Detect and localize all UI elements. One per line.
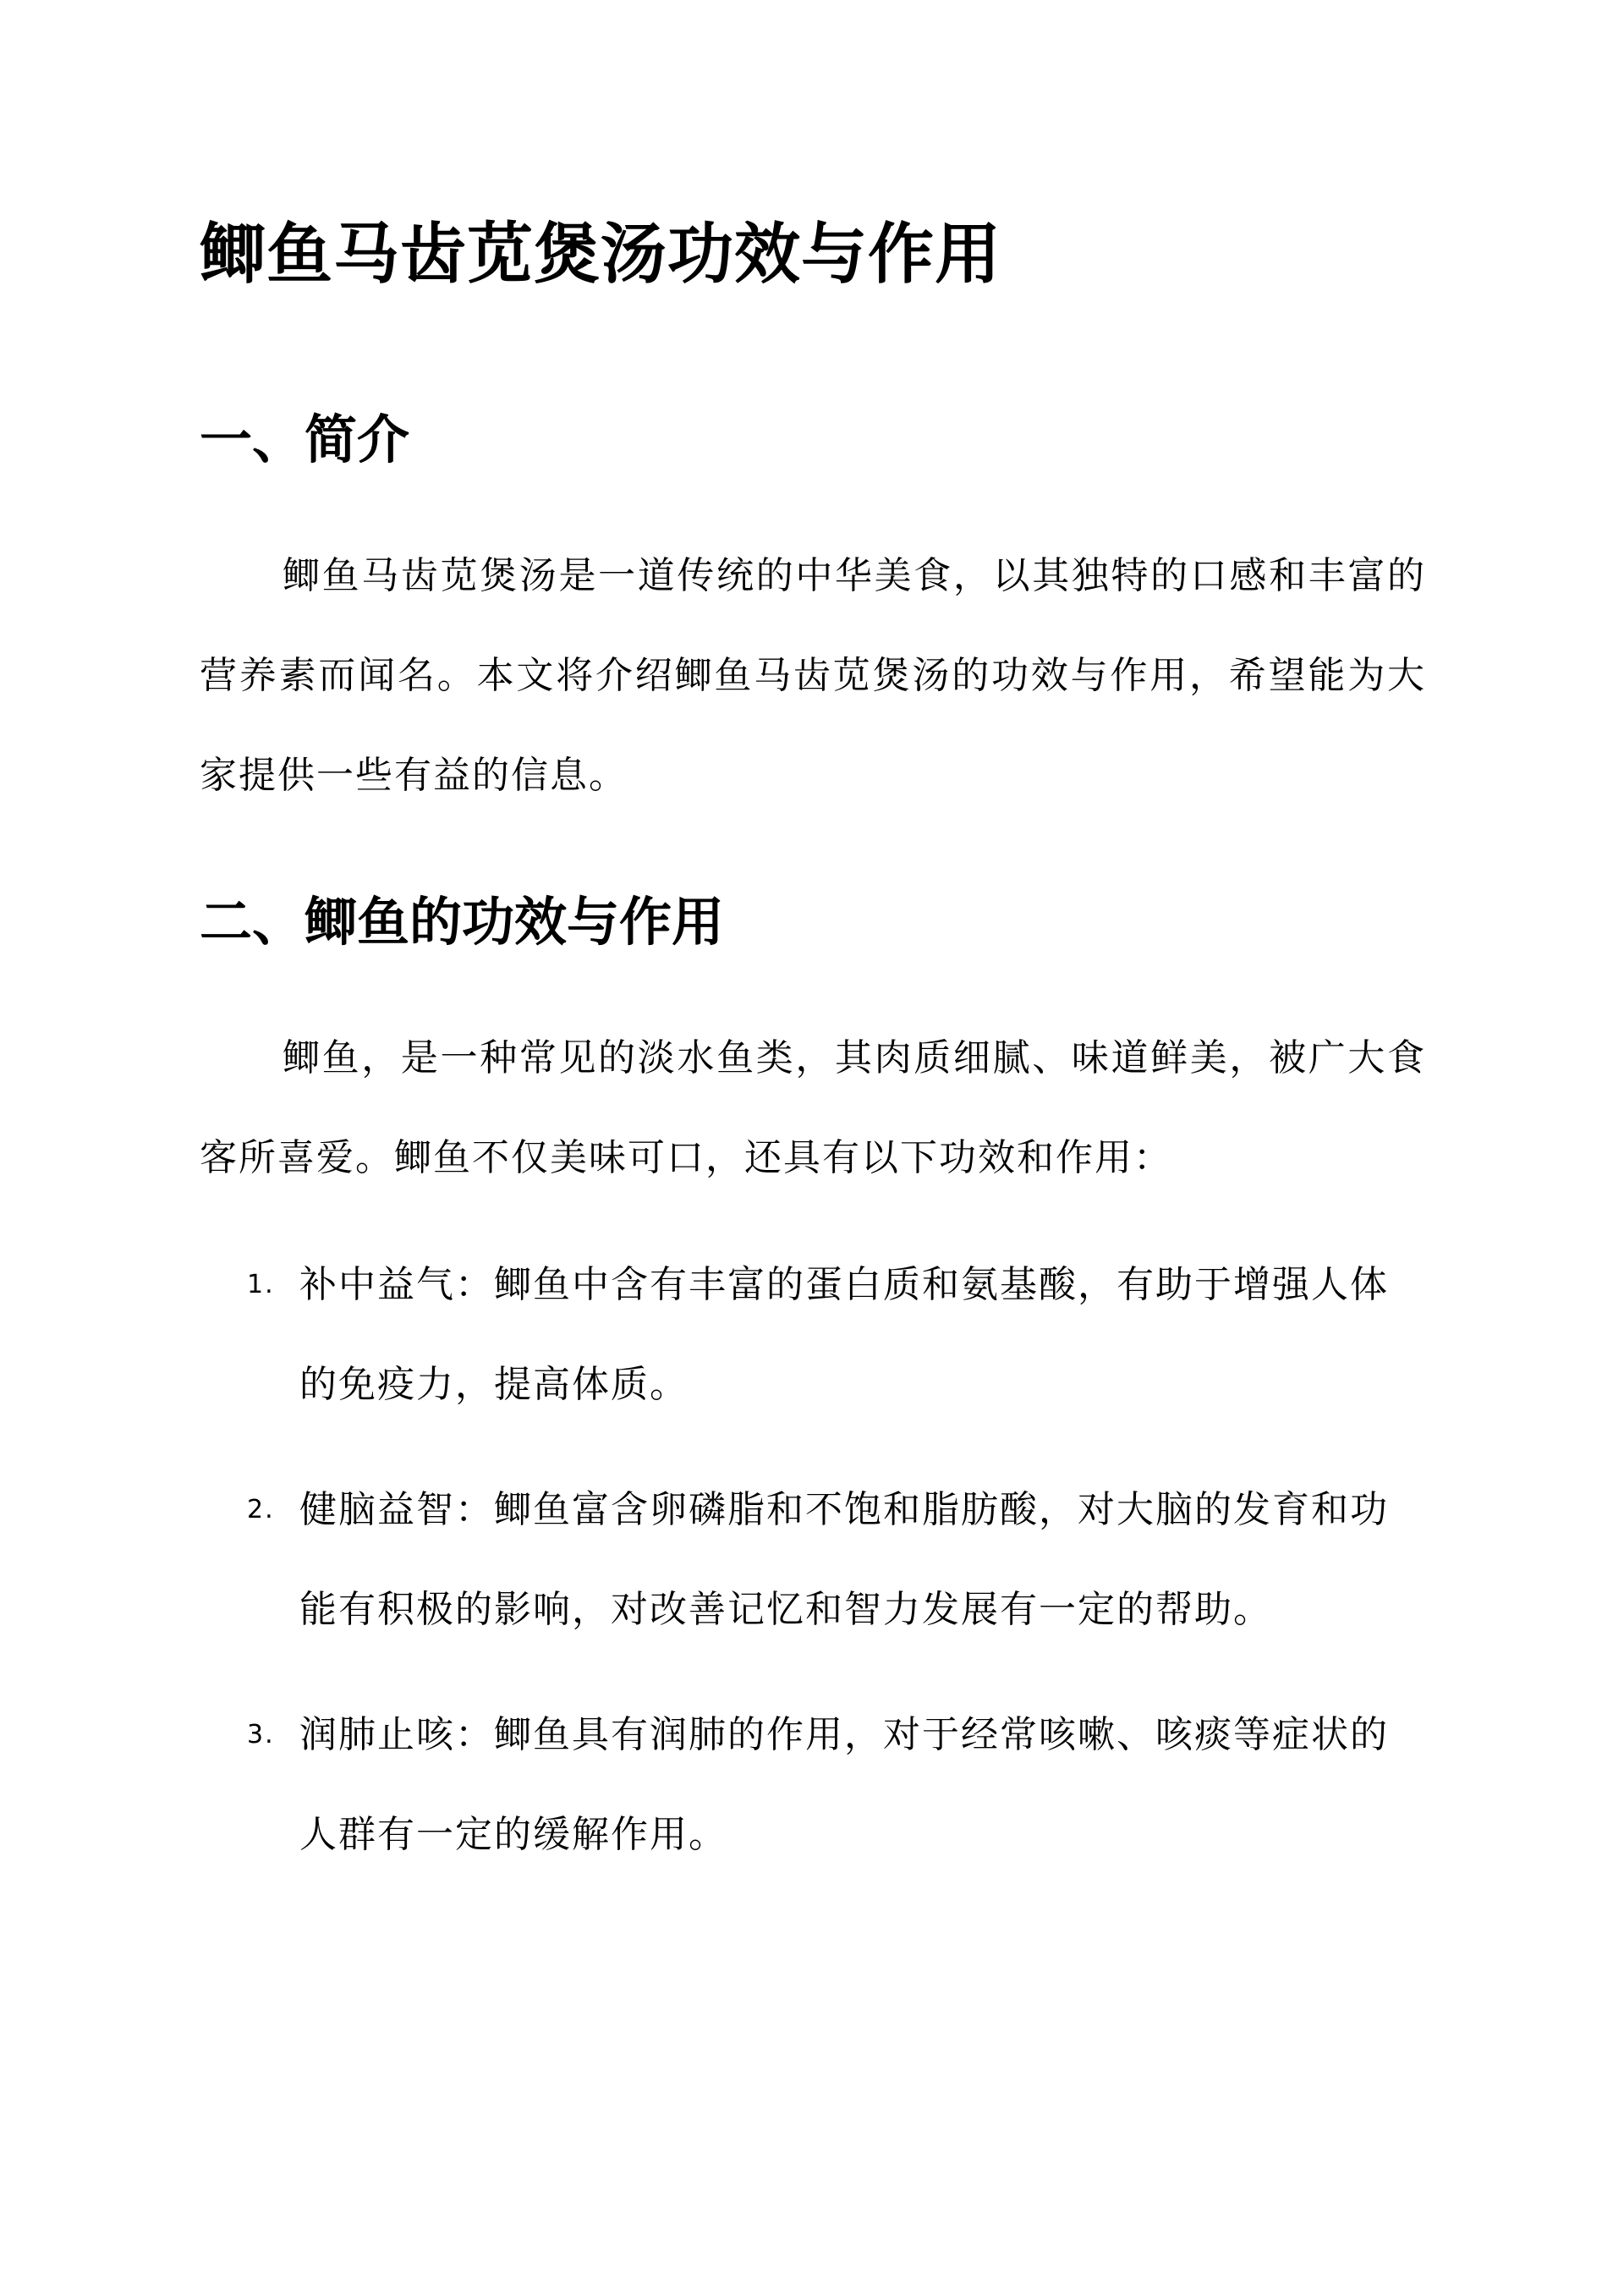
list-item <box>200 1235 1418 1435</box>
list-item <box>200 1460 1418 1660</box>
list-item-text: 润肺止咳：鲫鱼具有润肺的作用，对于经常咳嗽、咳痰等症状的人群有一定的缓解作用。 <box>299 1713 1389 1856</box>
crucian-carp-paragraph: 鲫鱼，是一种常见的淡水鱼类，其肉质细腻、味道鲜美，被广大食客所喜爱。鲫鱼不仅美味可口，还具有以下功效和作用： <box>200 1036 1426 1179</box>
list-item-number: 2. <box>247 1495 275 1524</box>
list-item-number: 3. <box>247 1720 275 1749</box>
intro-paragraph: 鲫鱼马齿苋煲汤是一道传统的中华美食，以其独特的口感和丰富的营养素而闻名。本文将介绍鲫鱼马齿苋煲汤的功效与作用，希望能为大家提供一些有益的信息。 <box>200 554 1426 797</box>
list-item-text: 健脑益智：鲫鱼富含卵磷脂和不饱和脂肪酸，对大脑的发育和功能有积极的影响，对改善记忆和智力发展有一定的帮助。 <box>299 1488 1389 1631</box>
section-heading-crucian-carp: 二、鲫鱼的功效与作用 <box>200 891 725 953</box>
document-title: 鲫鱼马齿苋煲汤功效与作用 <box>200 216 1002 293</box>
list-item <box>200 1685 1418 1885</box>
list-item-number: 1. <box>247 1270 275 1299</box>
list-item-text: 补中益气：鲫鱼中含有丰富的蛋白质和氨基酸，有助于增强人体的免疫力，提高体质。 <box>299 1263 1389 1406</box>
benefits-list <box>200 1235 1418 1910</box>
section-heading-intro: 一、简介 <box>200 409 410 470</box>
